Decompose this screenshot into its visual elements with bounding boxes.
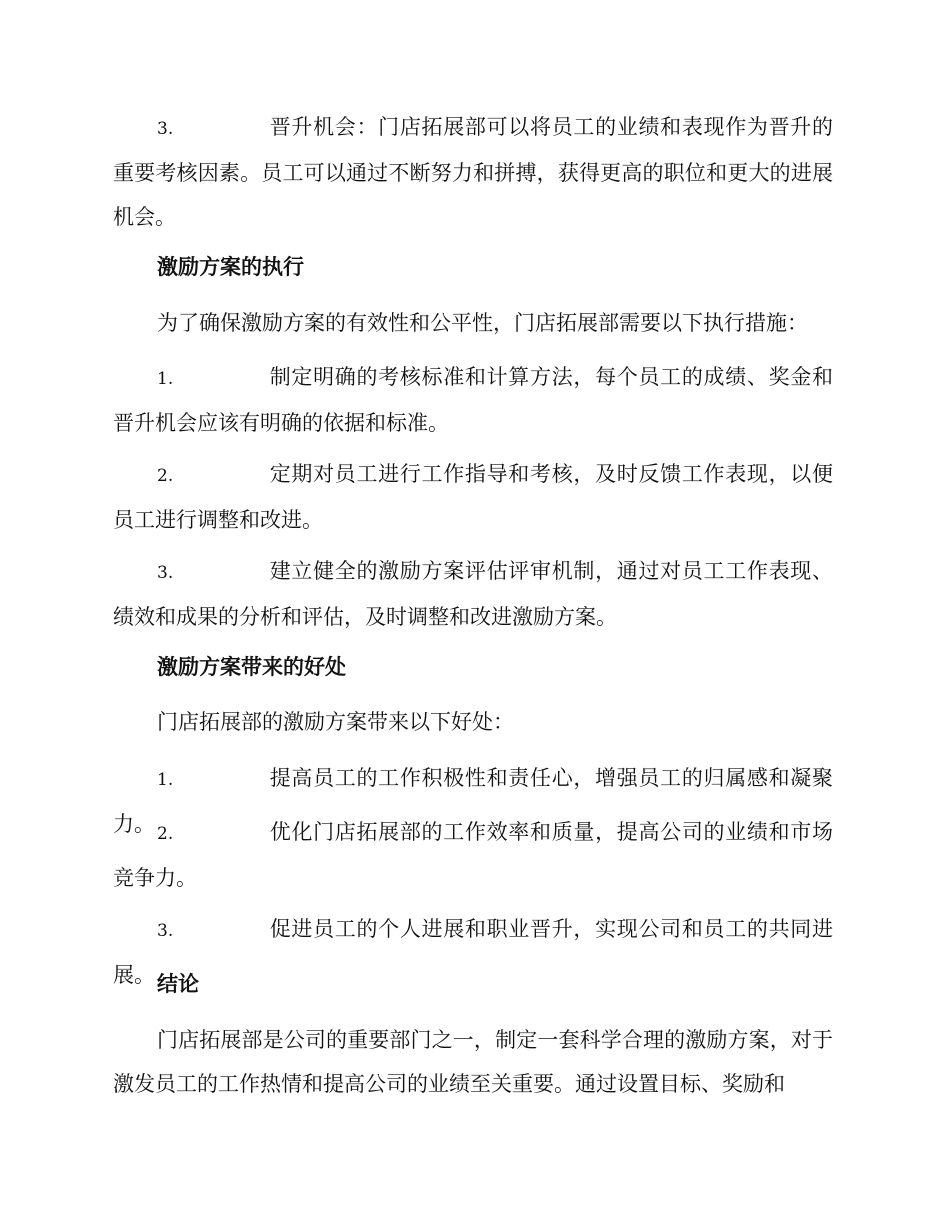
list-item-text: 促进员工的个人进展和职业晋升，实现公司和员工的共同进展。 [113,917,833,987]
paragraph: 门店拓展部是公司的重要部门之一，制定一套科学合理的激励方案，对于激发员工的工作热情和提高公司的业绩至关重要。通过设置目标、奖励和 [113,1028,833,1096]
list-item-text: 晋升机会：门店拓展部可以将员工的业绩和表现作为晋升的重要考核因素。员工可以通过不断努力和拼搏，获得更高的职位和更大的进展机会。 [113,115,833,229]
paragraph: 为了确保激励方案的有效性和公平性，门店拓展部需要以下执行措施： [157,311,808,335]
list-item-text: 提高员工的工作积极性和责任心，增强员工的归属感和凝聚力。 [113,766,833,836]
list-item: 2. 优化门店拓展部的工作效率和质量，提高公司的业绩和市场竞争力。 [113,820,833,890]
section-heading: 结论 [157,971,199,996]
list-item-text: 定期对员工进行工作指导和考核，及时反馈工作表现，以便员工进行调整和改进。 [113,462,833,532]
list-item: 1. 提高员工的工作积极性和责任心，增强员工的归属感和凝聚力。 [113,766,833,836]
list-item: 3. 晋升机会：门店拓展部可以将员工的业绩和表现作为晋升的重要考核因素。员工可以通过不断努力和拼搏，获得更高的职位和更大的进展机会。 [113,115,833,229]
list-item: 2. 定期对员工进行工作指导和考核，及时反馈工作表现，以便员工进行调整和改进。 [113,462,833,532]
list-item-text: 建立健全的激励方案评估评审机制，通过对员工工作表现、绩效和成果的分析和评估，及时调整和改进激励方案。 [113,559,833,629]
paragraph: 门店拓展部的激励方案带来以下好处： [157,710,514,734]
list-item: 3. 建立健全的激励方案评估评审机制，通过对员工工作表现、绩效和成果的分析和评估，及时调整和改进激励方案。 [113,559,833,629]
section-heading: 激励方案带来的好处 [157,654,346,679]
section-heading: 激励方案的执行 [157,254,304,279]
list-item-text: 优化门店拓展部的工作效率和质量，提高公司的业绩和市场竞争力。 [113,820,833,890]
list-item-text: 制定明确的考核标准和计算方法，每个员工的成绩、奖金和晋升机会应该有明确的依据和标准。 [113,365,833,435]
list-item: 3. 促进员工的个人进展和职业晋升，实现公司和员工的共同进展。 [113,917,833,987]
list-item: 1. 制定明确的考核标准和计算方法，每个员工的成绩、奖金和晋升机会应该有明确的依据和标准。 [113,365,833,435]
